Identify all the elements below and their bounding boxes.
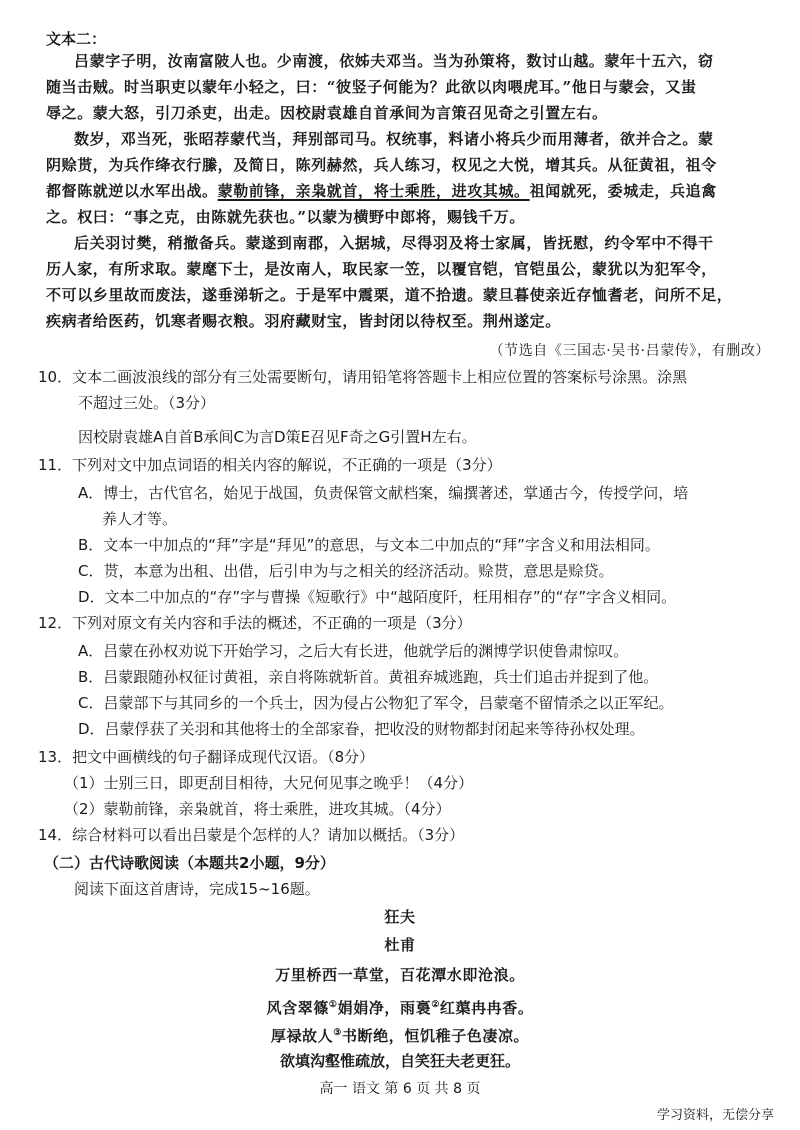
poem-line-3a: 厚禄故人	[270, 1027, 334, 1045]
poem-line-4-wrap	[0, 1050, 800, 1071]
q14-stem: 14．综合材料可以看出吕蒙是个怎样的人？请加以概括。（3分）	[38, 826, 465, 844]
q13-item-2: （2）蒙勒前锋，亲枭就首，将士乘胜，进攻其城。（4分）	[64, 800, 451, 818]
q11-option-d: D．文本二中加点的“存”字与曹操《短歌行》中“越陌度阡，枉用相存”的“存”字含义相同。	[78, 588, 677, 606]
poem-line-1: 万里桥西一草堂，百花潭水即沧浪。	[275, 966, 525, 984]
text2-line-4: 数岁，邓当死，张昭荐蒙代当，拜别部司马。权统事，料诸小将兵少而用薄者，欲并合之。蒙	[74, 130, 714, 148]
text2-line-9: 历人家，有所求取。蒙麾下士，是汝南人，取民家一笠，以覆官铠，官铠虽公，蒙犹以为犯军令，	[46, 260, 717, 278]
q12-stem: 12．下列对原文有关内容和手法的概述，不正确的一项是（3分）	[38, 614, 472, 632]
text2-line-7: 之。权曰：“事之克，由陈就先获也。”以蒙为横野中郎将，赐钱千万。	[46, 208, 525, 226]
text2-line-3	[46, 102, 800, 124]
poem-author: 杜甫	[384, 936, 416, 954]
page-number: 高一 语文 第 6 页 共 8 页	[319, 1081, 481, 1097]
q12-option-a: A．吕蒙在孙权劝说下开始学习，之后大有长进，他就学后的渊博学识使鲁肃惊叹。	[78, 642, 629, 660]
q11-option-a-1: A．博士，古代官名，始见于战国，负责保管文献档案，编撰著述，掌通古今，传授学问，培	[78, 484, 689, 502]
section2-heading: （二）古代诗歌阅读（本题共2小题，9分）	[44, 854, 335, 872]
text2-line-3-text: 辱之。蒙大怒，引刀杀吏，出走。因校尉袁雄自首承间为言策召见奇之引置左右。	[46, 104, 608, 122]
q10-line-1: 10．文本二画波浪线的部分有三处需要断句，请用铅笔将答题卡上相应位置的答案标号涂黑。涂黑	[38, 368, 688, 386]
q12-option-b: B．吕蒙跟随孙权征讨黄祖，亲自将陈就斩首。黄祖弃城逃跑，兵士们追击并捉到了他。	[78, 668, 659, 686]
poem-title: 狂夫	[384, 908, 416, 926]
text2-line-6a: 都督陈就逆以水军出战。	[46, 182, 218, 200]
q13-item-1: （1）士别三日，即更刮目相待，大兄何见事之晚乎！（4分）	[64, 774, 474, 792]
q11-stem: 11．下列对文中加点词语的相关内容的解说，不正确的一项是（3分）	[38, 456, 502, 474]
q11-option-b: B．文本一中加点的“拜”字是“拜见”的意思，与文本二中加点的“拜”字含义和用法相同。	[78, 536, 660, 554]
share-note: 学习资料，无偿分享	[656, 1108, 774, 1123]
poem-line-2b: 娟娟净，雨裛	[337, 999, 432, 1017]
q12-option-c: C．吕蒙部下与其同乡的一个兵士，因为侵占公物犯了军令，吕蒙毫不留情杀之以正军纪。	[78, 694, 674, 712]
text2-line-11: 疾病者给医药，饥寒者赐衣粮。羽府藏财宝，皆封闭以待权至。荆州遂定。	[46, 312, 561, 330]
q11-option-c: C．贳，本意为出租、出借，后引申为与之相关的经济活动。赊贳，意思是赊贷。	[78, 562, 614, 580]
note-marker-2: ②	[431, 1000, 440, 1010]
poem-line-3b: 书断绝，恒饥稚子色凄凉。	[341, 1027, 530, 1045]
note-marker-1: ①	[328, 1000, 338, 1010]
poem-line-2c: 红蕖冉冉香。	[439, 999, 534, 1017]
text2-line-5: 阴赊贳，为兵作绛衣行縢，及简日，陈列赫然，兵人练习，权见之大悦，增其兵。从征黄祖，祖令	[46, 156, 717, 174]
poem-line-2	[0, 994, 800, 1019]
poem-line-4: 欲填沟壑惟疏放，自笑狂夫老更狂。	[279, 1052, 520, 1070]
text2-line-8: 后关羽讨樊，稍撤备兵。蒙遂到南郡，入据城，尽得羽及将士家属，皆抚慰，约令军中不得干	[74, 234, 714, 252]
text2-line-10: 不可以乡里故而废法，遂垂涕斩之。于是军中震栗，道不拾遗。蒙旦暮使亲近存恤耆老，问所不足，	[46, 286, 733, 304]
poem-line-3	[0, 1022, 800, 1047]
q10-line-3: 因校尉袁雄A自首B承间C为言D策E召见F奇之G引置H左右。	[78, 428, 477, 446]
note-marker-3: ③	[333, 1028, 342, 1038]
text2-line-1: 吕蒙字子明，汝南富陂人也。少南渡，依姊夫邓当。当为孙策将，数讨山越。蒙年十五六，窃	[74, 52, 714, 70]
section2-intro: 阅读下面这首唐诗，完成15~16题。	[74, 880, 320, 898]
text2-source: （节选自《三国志·吴书·吕蒙传》，有删改）	[489, 343, 770, 359]
text2-line-6	[46, 180, 800, 202]
text2-line-6c: 祖闻就死，委城走，兵追禽	[529, 182, 717, 200]
underlined-sentence: 蒙勒前锋，亲枭就首，将士乘胜，进攻其城。	[217, 182, 530, 200]
poem-line-2a: 风含翠篠	[266, 999, 329, 1017]
text2-line-2: 随当击贼。时当职吏以蒙年小轻之，曰：“彼竖子何能为？此欲以肉喂虎耳。”他日与蒙会，又蚩	[46, 78, 697, 96]
text2-label: 文本二：	[46, 30, 107, 48]
q13-stem: 13．把文中画横线的句子翻译成现代汉语。（8分）	[38, 748, 375, 766]
q12-option-d: D．吕蒙俘获了关羽和其他将士的全部家眷，把收没的财物都封闭起来等待孙权处理。	[78, 720, 645, 738]
q11-option-a-2: 养人才等。	[102, 510, 178, 528]
q10-line-2: 不超过三处。（3分）	[78, 394, 216, 412]
